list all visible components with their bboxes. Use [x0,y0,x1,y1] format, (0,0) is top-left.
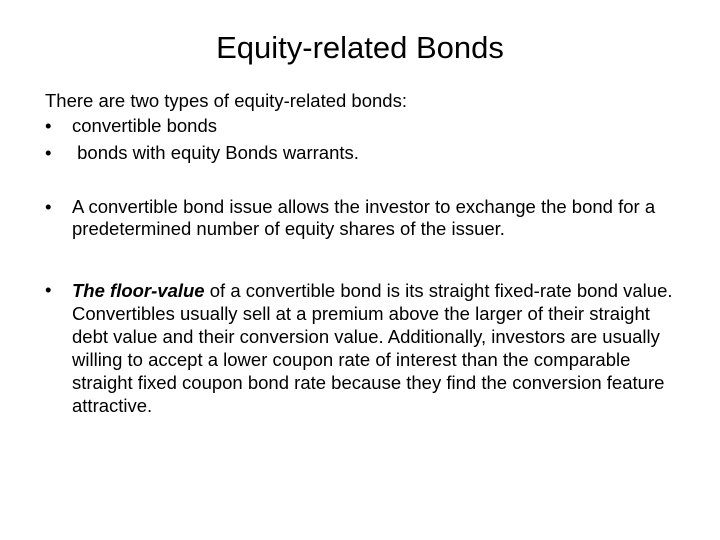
floor-value-description: of a convertible bond is its straight fixed-rate bond value. Convertibles usually sell at a premium above the larger of their straight debt value and their conversion value. Additionally, investors are usually willing to accept a lower coupon rate of interest than the comparable straight fixed coupon bond rate because they find the conversion feature attractive. [72,280,673,416]
bullet-item-floor-value [45,279,685,417]
slide-body [45,90,685,417]
intro-text: There are two types of equity-related bonds: [45,90,407,111]
bullet-text-container [72,280,673,416]
bullet-text: convertible bonds [72,115,218,136]
floor-value-term: The floor-value [72,280,205,301]
bullet-item-convertible-definition [45,196,685,240]
bullet-item-bonds-with-warrants [45,142,685,164]
bullet-icon: • [45,279,52,300]
bullet-icon: • [45,115,52,136]
bullet-item-convertible-bonds [45,115,685,137]
bullet-text: bonds with equity Bonds warrants. [72,142,359,163]
bullet-icon: • [45,196,52,217]
bullet-icon: • [45,142,52,163]
slide-title: Equity-related Bonds [216,30,504,65]
bullet-text: A convertible bond issue allows the investor to exchange the bond for a predetermined number of equity shares of the issuer. [72,196,656,239]
